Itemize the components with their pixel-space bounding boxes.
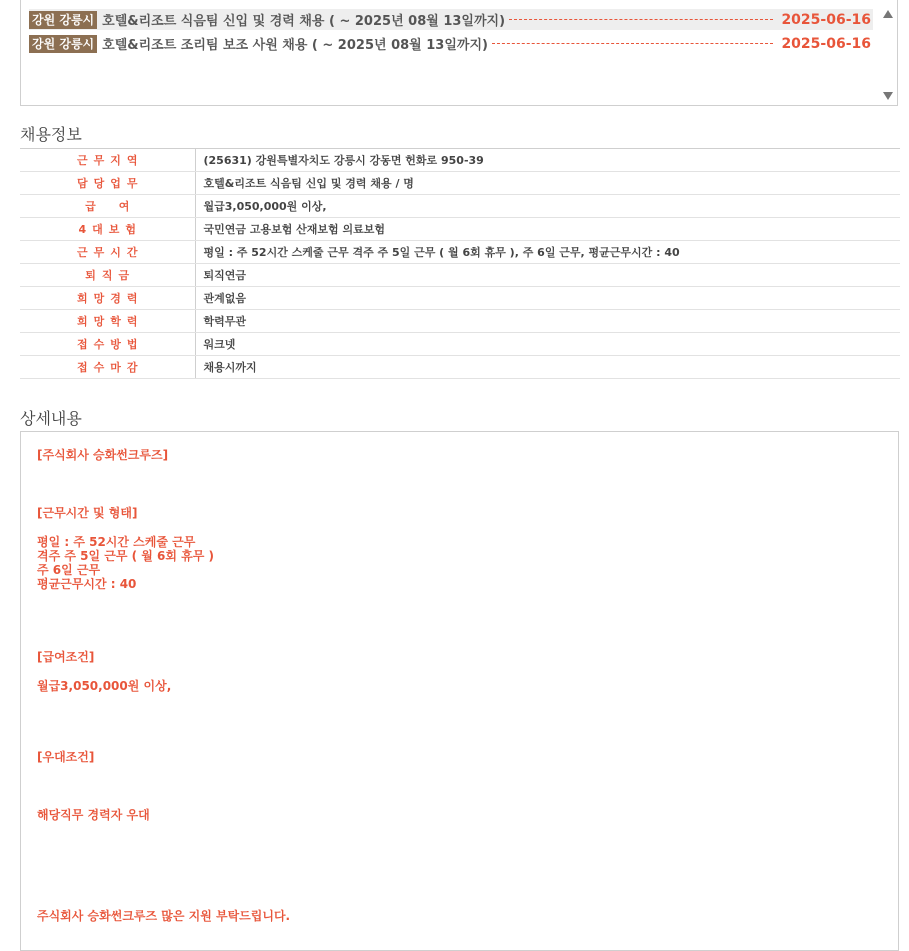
info-label: 희망경력 bbox=[20, 287, 195, 310]
info-row bbox=[20, 241, 900, 264]
hours-heading: [근무시간 및 형태] bbox=[37, 506, 138, 520]
job-info-table bbox=[20, 148, 900, 379]
salary-value: 월급3,050,000원 이상, bbox=[37, 679, 172, 693]
info-row bbox=[20, 218, 900, 241]
salary-heading: [급여조건] bbox=[37, 650, 95, 664]
info-label: 접수방법 bbox=[20, 333, 195, 356]
info-label: 접수마감 bbox=[20, 356, 195, 379]
job-list-item[interactable] bbox=[29, 33, 873, 54]
region-badge: 강원 강릉시 bbox=[29, 35, 97, 53]
info-value: 관계없음 bbox=[195, 287, 900, 310]
dotted-leader bbox=[509, 19, 773, 20]
company-name: [주식회사 승화썬크루즈] bbox=[37, 448, 169, 462]
info-label: 담당업무 bbox=[20, 172, 195, 195]
job-date: 2025-06-16 bbox=[781, 11, 871, 28]
info-value: 학력무관 bbox=[195, 310, 900, 333]
info-row bbox=[20, 172, 900, 195]
closing-message: 주식회사 승화썬크루즈 많은 지원 부탁드립니다. bbox=[37, 909, 291, 923]
info-value: 호텔&리조트 식음팀 신입 및 경력 채용 / 명 bbox=[195, 172, 900, 195]
job-list-item[interactable] bbox=[29, 9, 873, 30]
info-label: 근무시간 bbox=[20, 241, 195, 264]
info-label: 근무지역 bbox=[20, 149, 195, 172]
info-label: 퇴직금 bbox=[20, 264, 195, 287]
info-label: 4대보험 bbox=[20, 218, 195, 241]
info-row bbox=[20, 264, 900, 287]
hours-line: 평일 : 주 52시간 스케줄 근무 bbox=[37, 535, 196, 549]
job-title-link[interactable]: 호텔&리조트 식음팀 신입 및 경력 채용 ( ~ 2025년 08월 13일까지) bbox=[102, 14, 506, 29]
info-row bbox=[20, 149, 900, 172]
job-date: 2025-06-16 bbox=[781, 35, 871, 52]
info-row bbox=[20, 356, 900, 379]
info-row bbox=[20, 310, 900, 333]
detail-section-title: 상세내용 bbox=[20, 409, 82, 428]
preference-value: 해당직무 경력자 우대 bbox=[37, 808, 150, 822]
job-listing-box bbox=[20, 0, 898, 106]
detail-content-box bbox=[20, 431, 899, 951]
hours-line: 격주 주 5일 근무 ( 월 6회 휴무 ) bbox=[37, 549, 215, 563]
info-row bbox=[20, 287, 900, 310]
info-section-title: 채용정보 bbox=[20, 125, 82, 144]
info-value: 워크넷 bbox=[195, 333, 900, 356]
info-value: 평일 : 주 52시간 스케줄 근무 격주 주 5일 근무 ( 월 6회 휴무 ), 주 6일 근무, 평균근무시간 : 40 bbox=[195, 241, 900, 264]
info-value: 퇴직연금 bbox=[195, 264, 900, 287]
info-value: 월급3,050,000원 이상, bbox=[195, 195, 900, 218]
hours-line: 평균근무시간 : 40 bbox=[37, 577, 137, 591]
info-label: 희망학력 bbox=[20, 310, 195, 333]
scroll-up-arrow-icon[interactable] bbox=[883, 10, 893, 18]
info-value: (25631) 강원특별자치도 강릉시 강동면 헌화로 950-39 bbox=[195, 149, 900, 172]
job-title-link[interactable]: 호텔&리조트 조리팀 보조 사원 채용 ( ~ 2025년 08월 13일까지) bbox=[102, 38, 488, 53]
dotted-leader bbox=[492, 43, 773, 44]
info-row bbox=[20, 333, 900, 356]
info-row bbox=[20, 195, 900, 218]
info-value: 국민연금 고용보험 산재보험 의료보험 bbox=[195, 218, 900, 241]
scroll-down-arrow-icon[interactable] bbox=[883, 92, 893, 100]
info-value: 채용시까지 bbox=[195, 356, 900, 379]
listbox-scrollbar[interactable] bbox=[881, 0, 895, 104]
region-badge: 강원 강릉시 bbox=[29, 11, 97, 29]
hours-line: 주 6일 근무 bbox=[37, 563, 101, 577]
info-label: 급 여 bbox=[20, 195, 195, 218]
preference-heading: [우대조건] bbox=[37, 750, 95, 764]
